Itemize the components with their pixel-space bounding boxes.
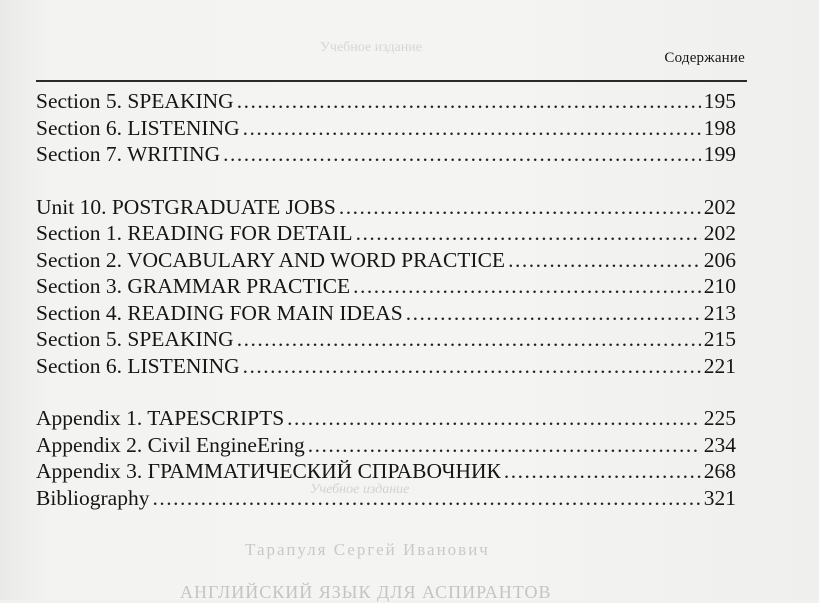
dot-leader xyxy=(504,458,701,485)
toc-entry xyxy=(36,273,736,300)
toc-entry-title: Appendix 2. Civil EngineEring xyxy=(36,432,305,457)
toc-entry-page-number: 225 xyxy=(703,406,736,430)
toc-entry xyxy=(36,300,736,327)
toc-entry xyxy=(36,485,736,512)
header-rule xyxy=(36,80,747,82)
toc-entry-page-number: 199 xyxy=(703,142,736,166)
toc-entry-title: Section 5. SPEAKING xyxy=(36,89,234,113)
toc-entry-title: Section 1. READING FOR DETAIL xyxy=(36,221,353,245)
dot-leader xyxy=(237,88,701,115)
toc-entry-title: Appendix 3. ГРАММАТИЧЕСКИЙ СПРАВОЧНИК xyxy=(36,459,501,483)
toc-entry-title: Section 4. READING FOR MAIN IDEAS xyxy=(36,300,403,325)
dot-leader xyxy=(356,220,701,247)
toc-entry xyxy=(36,220,736,247)
bleed-through-text-top: Учебное издание xyxy=(320,40,422,55)
dot-leader xyxy=(308,432,701,459)
dot-leader xyxy=(339,194,701,221)
toc-entry xyxy=(36,88,736,115)
toc-entry xyxy=(36,115,736,142)
toc-entry-page-number: 234 xyxy=(703,432,736,457)
dot-leader xyxy=(243,115,701,142)
toc-entry-page-number: 202 xyxy=(703,194,736,219)
dot-leader xyxy=(243,353,701,380)
toc-entry xyxy=(36,141,736,168)
dot-leader xyxy=(508,247,701,274)
toc-group xyxy=(36,88,736,168)
toc-entry-title: Section 6. LISTENING xyxy=(36,115,240,140)
dot-leader xyxy=(237,326,701,353)
dot-leader xyxy=(353,273,701,300)
dot-leader xyxy=(406,300,701,327)
toc-entry xyxy=(36,405,736,432)
toc-entry xyxy=(36,194,736,221)
toc-entry-title: Section 5. SPEAKING xyxy=(36,327,234,351)
toc-group xyxy=(36,194,736,380)
toc-entry-page-number: 321 xyxy=(703,485,736,510)
toc-entry-page-number: 210 xyxy=(703,274,736,298)
toc-entry-title: Appendix 1. TAPESCRIPTS xyxy=(36,406,285,430)
toc-entry-page-number: 268 xyxy=(703,459,736,483)
toc-entry-title: Section 3. GRAMMAR PRACTICE xyxy=(36,274,351,298)
running-header: Содержание xyxy=(664,50,745,66)
toc-entry-page-number: 202 xyxy=(703,221,736,245)
toc-entry xyxy=(36,353,736,380)
toc-entry-title: Section 2. VOCABULARY AND WORD PRACTICE xyxy=(36,247,506,272)
toc-entry-page-number: 215 xyxy=(703,327,736,351)
toc-entry xyxy=(36,432,736,459)
toc-entry-title: Unit 10. POSTGRADUATE JOBS xyxy=(36,194,336,219)
toc-entry-page-number: 195 xyxy=(703,89,736,113)
toc-entry-title: Bibliography xyxy=(36,485,150,510)
toc-entry-page-number: 206 xyxy=(703,247,736,272)
dot-leader xyxy=(223,141,701,168)
toc-entry xyxy=(36,326,736,353)
bleed-through-author: Тарапуля Сергей Иванович xyxy=(245,540,490,559)
toc-group xyxy=(36,405,736,511)
toc-entry xyxy=(36,458,736,485)
bleed-through-book-title: АНГЛИЙСКИЙ ЯЗЫК ДЛЯ АСПИРАНТОВ xyxy=(180,582,552,602)
toc-entry-page-number: 198 xyxy=(703,115,736,140)
toc-entry-page-number: 213 xyxy=(703,300,736,325)
toc-entry-title: Section 6. LISTENING xyxy=(36,353,240,378)
table-of-contents xyxy=(36,88,736,511)
bleed-through-text-middle: Учебное издание xyxy=(310,482,410,497)
dot-leader xyxy=(152,485,700,512)
dot-leader xyxy=(287,405,701,432)
toc-entry xyxy=(36,247,736,274)
toc-entry-title: Section 7. WRITING xyxy=(36,142,221,166)
toc-entry-page-number: 221 xyxy=(703,353,736,378)
